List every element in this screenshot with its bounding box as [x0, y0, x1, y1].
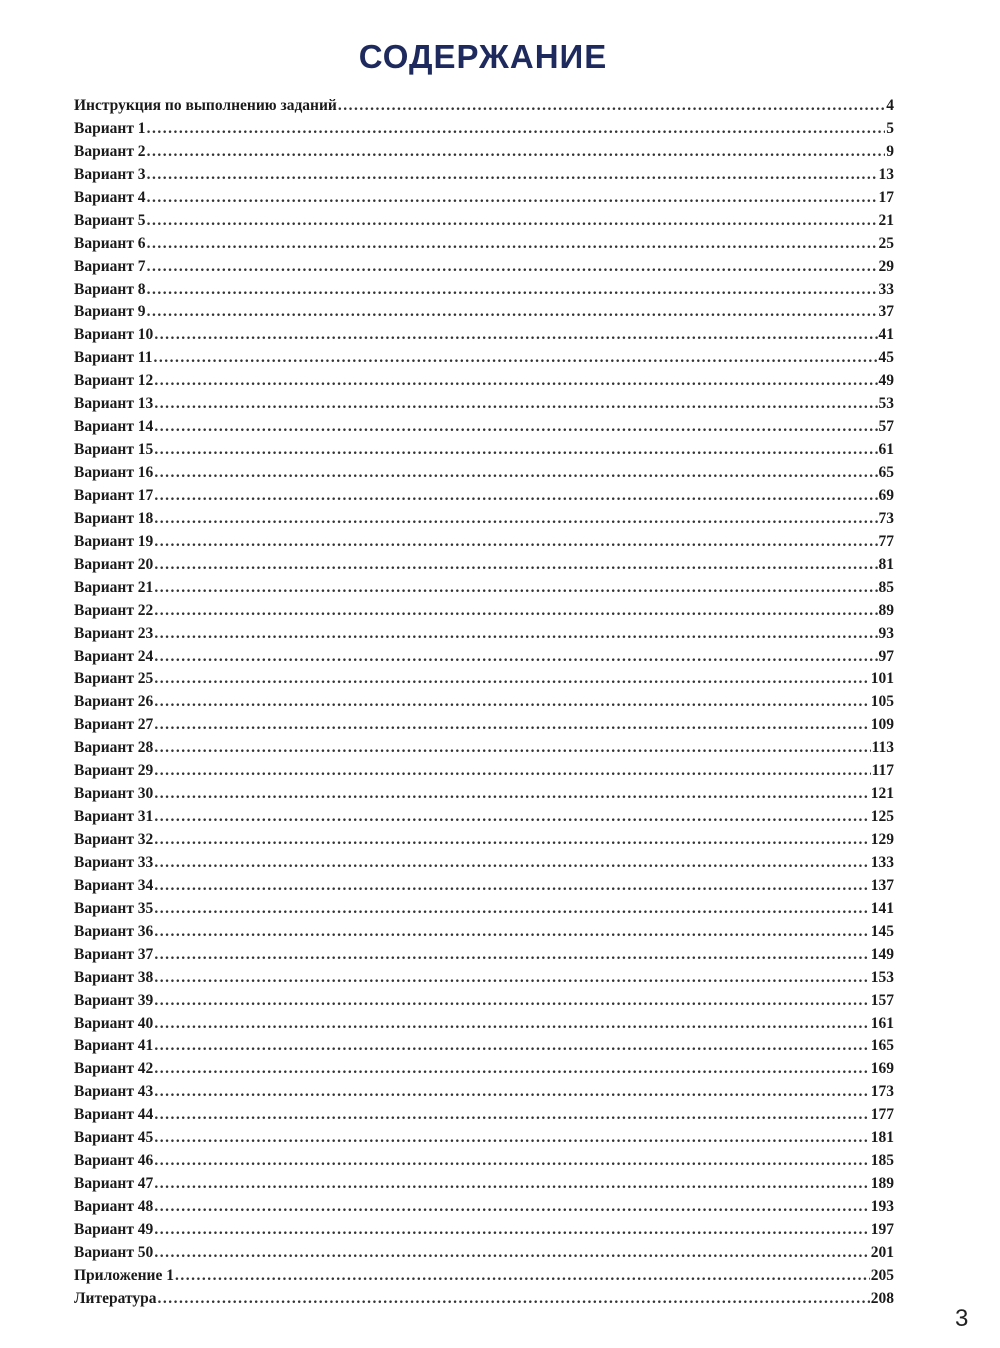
toc-entry[interactable] — [74, 393, 894, 416]
toc-entry-page: 69 — [878, 486, 894, 504]
toc-entry-label: Вариант 46 — [74, 1152, 154, 1170]
toc-entry-page: 13 — [878, 165, 894, 183]
toc-entry[interactable] — [74, 370, 894, 393]
toc-entry[interactable] — [74, 347, 894, 370]
toc-entry[interactable] — [74, 990, 894, 1013]
toc-dot-leader — [154, 554, 877, 577]
toc-dot-leader — [154, 668, 869, 691]
toc-entry-page: 61 — [878, 441, 894, 459]
toc-entry-label: Вариант 33 — [74, 853, 154, 871]
toc-entry-label: Вариант 31 — [74, 808, 154, 826]
toc-entry-label: Вариант 30 — [74, 785, 154, 803]
toc-entry-label: Вариант 12 — [74, 372, 154, 390]
toc-entry[interactable] — [74, 187, 894, 210]
toc-entry-page: 5 — [886, 119, 894, 137]
toc-entry[interactable] — [74, 806, 894, 829]
toc-entry-label: Вариант 19 — [74, 532, 154, 550]
toc-entry[interactable] — [74, 1081, 894, 1104]
toc-entry-page: 165 — [870, 1037, 894, 1055]
toc-entry[interactable] — [74, 1150, 894, 1173]
toc-entry-label: Вариант 42 — [74, 1060, 154, 1078]
toc-dot-leader — [147, 301, 878, 324]
toc-entry[interactable] — [74, 875, 894, 898]
toc-entry-page: 157 — [870, 991, 894, 1009]
toc-entry-label: Вариант 9 — [74, 303, 146, 321]
toc-entry-page: 9 — [886, 142, 894, 160]
toc-dot-leader — [154, 1058, 869, 1081]
toc-entry-page: 89 — [878, 601, 894, 619]
toc-entry[interactable] — [74, 531, 894, 554]
toc-entry[interactable] — [74, 1242, 894, 1265]
toc-entry-label: Вариант 34 — [74, 876, 154, 894]
toc-entry-label: Вариант 27 — [74, 716, 154, 734]
toc-entry-page: 129 — [870, 831, 894, 848]
toc-entry-page: 29 — [878, 257, 894, 275]
toc-entry[interactable] — [74, 600, 894, 623]
toc-dot-leader — [154, 485, 877, 508]
toc-entry-label: Вариант 45 — [74, 1129, 154, 1147]
toc-entry-label: Инструкция по выполнению заданий — [74, 97, 337, 114]
toc-entry[interactable] — [74, 1196, 894, 1219]
toc-dot-leader — [154, 393, 877, 416]
toc-entry-label: Вариант 10 — [74, 326, 154, 344]
toc-entry-label: Вариант 38 — [74, 968, 154, 986]
toc-dot-leader — [154, 370, 877, 393]
toc-dot-leader — [147, 210, 878, 233]
toc-entry-label: Вариант 4 — [74, 188, 146, 206]
toc-entry[interactable] — [74, 577, 894, 600]
toc-entry-page: 85 — [878, 578, 894, 596]
toc-entry-page: 161 — [870, 1014, 894, 1032]
toc-entry[interactable] — [74, 829, 894, 852]
toc-dot-leader — [154, 967, 869, 990]
toc-dot-leader — [154, 646, 877, 669]
toc-dot-leader — [147, 187, 878, 210]
toc-entry[interactable] — [74, 439, 894, 462]
toc-dot-leader — [154, 806, 869, 829]
page-number: 3 — [955, 1305, 969, 1332]
toc-dot-leader — [154, 439, 877, 462]
toc-entry-label: Вариант 18 — [74, 509, 154, 527]
toc-entry-page: 37 — [878, 303, 894, 321]
toc-entry-page: 181 — [870, 1129, 894, 1147]
toc-entry[interactable] — [74, 141, 894, 164]
toc-entry-page: 65 — [878, 464, 894, 481]
toc-dot-leader — [154, 1127, 869, 1150]
toc-dot-leader — [154, 944, 869, 967]
toc-entry[interactable] — [74, 783, 894, 806]
toc-dot-leader — [147, 233, 878, 256]
toc-entry[interactable] — [74, 1104, 894, 1127]
toc-dot-leader — [154, 1081, 869, 1104]
toc-entry-label: Вариант 41 — [74, 1037, 154, 1055]
toc-dot-leader — [147, 279, 878, 302]
toc-entry-page: 81 — [878, 555, 894, 573]
toc-entry-page: 117 — [871, 762, 894, 780]
toc-entry-label: Вариант 14 — [74, 418, 154, 436]
toc-entry[interactable] — [74, 691, 894, 714]
toc-entry[interactable] — [74, 852, 894, 875]
toc-entry-label: Приложение 1 — [74, 1266, 174, 1284]
toc-entry-label: Литература — [74, 1289, 157, 1307]
toc-entry-label: Вариант 48 — [74, 1198, 154, 1215]
toc-entry-page: 197 — [870, 1220, 894, 1238]
toc-dot-leader — [175, 1265, 870, 1288]
toc-entry[interactable] — [74, 714, 894, 737]
toc-entry-page: 201 — [870, 1243, 894, 1261]
toc-entry-label: Вариант 7 — [74, 257, 146, 275]
toc-entry[interactable] — [74, 324, 894, 347]
toc-entry-page: 4 — [886, 97, 894, 114]
toc-dot-leader — [154, 760, 870, 783]
toc-entry-label: Вариант 16 — [74, 464, 154, 481]
toc-entry-page: 25 — [878, 234, 894, 252]
toc-dot-leader — [154, 1242, 869, 1265]
toc-entry-label: Вариант 8 — [74, 280, 146, 298]
toc-entry-label: Вариант 15 — [74, 441, 154, 459]
toc-entry-label: Вариант 36 — [74, 922, 154, 940]
toc-entry[interactable] — [74, 737, 894, 760]
toc-entry[interactable] — [74, 1173, 894, 1196]
toc-entry-label: Вариант 29 — [74, 762, 154, 780]
toc-dot-leader — [154, 416, 877, 439]
toc-dot-leader — [154, 1150, 869, 1173]
toc-dot-leader — [154, 1104, 869, 1127]
toc-dot-leader — [153, 347, 877, 370]
toc-entry-page: 153 — [870, 968, 894, 986]
toc-entry[interactable] — [74, 921, 894, 944]
toc-entry-label: Вариант 21 — [74, 578, 154, 596]
toc-entry[interactable] — [74, 95, 894, 118]
toc-dot-leader — [154, 623, 877, 646]
toc-entry-page: 149 — [870, 945, 894, 963]
toc-entry-label: Вариант 17 — [74, 486, 154, 504]
toc-entry[interactable] — [74, 623, 894, 646]
toc-entry[interactable] — [74, 256, 894, 279]
toc-entry-label: Вариант 2 — [74, 142, 146, 160]
toc-entry[interactable] — [74, 1288, 894, 1311]
toc-entry-page: 21 — [878, 211, 894, 229]
toc-entry[interactable] — [74, 1127, 894, 1150]
toc-entry[interactable] — [74, 1013, 894, 1036]
toc-entry[interactable] — [74, 301, 894, 324]
toc-entry[interactable] — [74, 944, 894, 967]
toc-entry-page: 57 — [878, 418, 894, 436]
toc-dot-leader — [154, 1035, 869, 1058]
toc-dot-leader — [147, 141, 886, 164]
toc-entry[interactable] — [74, 1219, 894, 1242]
toc-entry-page: 105 — [870, 693, 894, 711]
toc-entry[interactable] — [74, 462, 894, 485]
toc-entry-page: 17 — [878, 188, 894, 206]
toc-entry[interactable] — [74, 1058, 894, 1081]
toc-entry-page: 45 — [878, 349, 894, 367]
toc-entry-page: 125 — [870, 808, 894, 826]
toc-dot-leader — [338, 95, 885, 118]
toc-entry-page: 137 — [870, 876, 894, 894]
toc-dot-leader — [154, 852, 869, 875]
toc-dot-leader — [154, 875, 869, 898]
toc-entry-label: Вариант 40 — [74, 1014, 154, 1032]
toc-entry[interactable] — [74, 646, 894, 669]
toc-entry-page: 208 — [870, 1289, 894, 1307]
toc-entry-page: 185 — [870, 1152, 894, 1170]
toc-dot-leader — [154, 531, 877, 554]
toc-entry-page: 73 — [878, 509, 894, 527]
toc-dot-leader — [154, 508, 877, 531]
toc-dot-leader — [147, 256, 878, 279]
toc-entry-label: Вариант 50 — [74, 1243, 154, 1261]
toc-entry-page: 205 — [870, 1266, 894, 1284]
toc-entry-label: Вариант 6 — [74, 234, 146, 252]
toc-dot-leader — [154, 737, 870, 760]
toc-entry[interactable] — [74, 898, 894, 921]
toc-entry-label: Вариант 35 — [74, 899, 154, 917]
toc-entry-label: Вариант 11 — [74, 349, 153, 367]
toc-entry[interactable] — [74, 279, 894, 302]
toc-dot-leader — [154, 1173, 869, 1196]
toc-dot-leader — [154, 600, 877, 623]
toc-entry-page: 77 — [878, 532, 894, 550]
toc-entry-label: Вариант 1 — [74, 119, 146, 137]
table-of-contents — [74, 95, 894, 1311]
toc-entry-page: 173 — [870, 1083, 894, 1101]
toc-entry-label: Вариант 23 — [74, 624, 154, 642]
toc-dot-leader — [154, 714, 869, 737]
toc-entry[interactable] — [74, 164, 894, 187]
toc-entry[interactable] — [74, 118, 894, 141]
toc-entry-page: 177 — [870, 1106, 894, 1124]
toc-dot-leader — [157, 1288, 869, 1311]
toc-entry-page: 93 — [878, 624, 894, 642]
toc-entry-page: 33 — [878, 280, 894, 298]
toc-dot-leader — [154, 829, 869, 852]
toc-entry[interactable] — [74, 508, 894, 531]
toc-dot-leader — [154, 921, 869, 944]
toc-entry-label: Вариант 22 — [74, 601, 154, 619]
toc-entry[interactable] — [74, 554, 894, 577]
toc-entry-label: Вариант 26 — [74, 693, 154, 711]
toc-entry[interactable] — [74, 233, 894, 256]
toc-entry-page: 169 — [870, 1060, 894, 1078]
toc-entry-page: 49 — [878, 372, 894, 390]
toc-entry[interactable] — [74, 485, 894, 508]
toc-entry-label: Вариант 37 — [74, 945, 154, 963]
toc-dot-leader — [154, 898, 869, 921]
toc-dot-leader — [147, 164, 878, 187]
toc-entry[interactable] — [74, 1035, 894, 1058]
toc-entry[interactable] — [74, 967, 894, 990]
toc-entry-label: Вариант 20 — [74, 555, 154, 573]
toc-entry-page: 145 — [870, 922, 894, 940]
toc-entry-label: Вариант 13 — [74, 395, 154, 413]
toc-dot-leader — [154, 324, 877, 347]
toc-dot-leader — [154, 462, 877, 485]
toc-dot-leader — [154, 783, 869, 806]
toc-entry-label: Вариант 5 — [74, 211, 146, 229]
toc-entry-page: 101 — [870, 670, 894, 688]
toc-entry-page: 193 — [870, 1198, 894, 1215]
toc-entry-label: Вариант 43 — [74, 1083, 154, 1101]
toc-entry-label: Вариант 28 — [74, 739, 154, 757]
toc-entry-label: Вариант 39 — [74, 991, 154, 1009]
toc-dot-leader — [154, 990, 869, 1013]
toc-entry-page: 97 — [878, 647, 894, 665]
toc-entry-page: 109 — [870, 716, 894, 734]
toc-dot-leader — [154, 577, 877, 600]
toc-dot-leader — [154, 1219, 869, 1242]
toc-entry[interactable] — [74, 416, 894, 439]
toc-entry-page: 53 — [878, 395, 894, 413]
toc-entry-label: Вариант 32 — [74, 831, 154, 848]
toc-entry-page: 121 — [870, 785, 894, 803]
toc-dot-leader — [154, 691, 869, 714]
toc-entry[interactable] — [74, 668, 894, 691]
toc-entry[interactable] — [74, 760, 894, 783]
toc-dot-leader — [154, 1013, 869, 1036]
toc-dot-leader — [147, 118, 886, 141]
toc-entry-page: 189 — [870, 1175, 894, 1193]
toc-entry-page: 141 — [870, 899, 894, 917]
toc-entry-label: Вариант 49 — [74, 1220, 154, 1238]
toc-entry[interactable] — [74, 210, 894, 233]
toc-entry-label: Вариант 47 — [74, 1175, 154, 1193]
toc-dot-leader — [154, 1196, 869, 1219]
toc-entry-page: 113 — [871, 739, 894, 757]
toc-entry-page: 133 — [870, 853, 894, 871]
toc-entry[interactable] — [74, 1265, 894, 1288]
toc-entry-label: Вариант 24 — [74, 647, 154, 665]
toc-entry-page: 41 — [878, 326, 894, 344]
page-title: СОДЕРЖАНИЕ — [358, 38, 608, 75]
toc-entry-label: Вариант 3 — [74, 165, 146, 183]
toc-entry-label: Вариант 25 — [74, 670, 154, 688]
toc-entry-label: Вариант 44 — [74, 1106, 154, 1124]
